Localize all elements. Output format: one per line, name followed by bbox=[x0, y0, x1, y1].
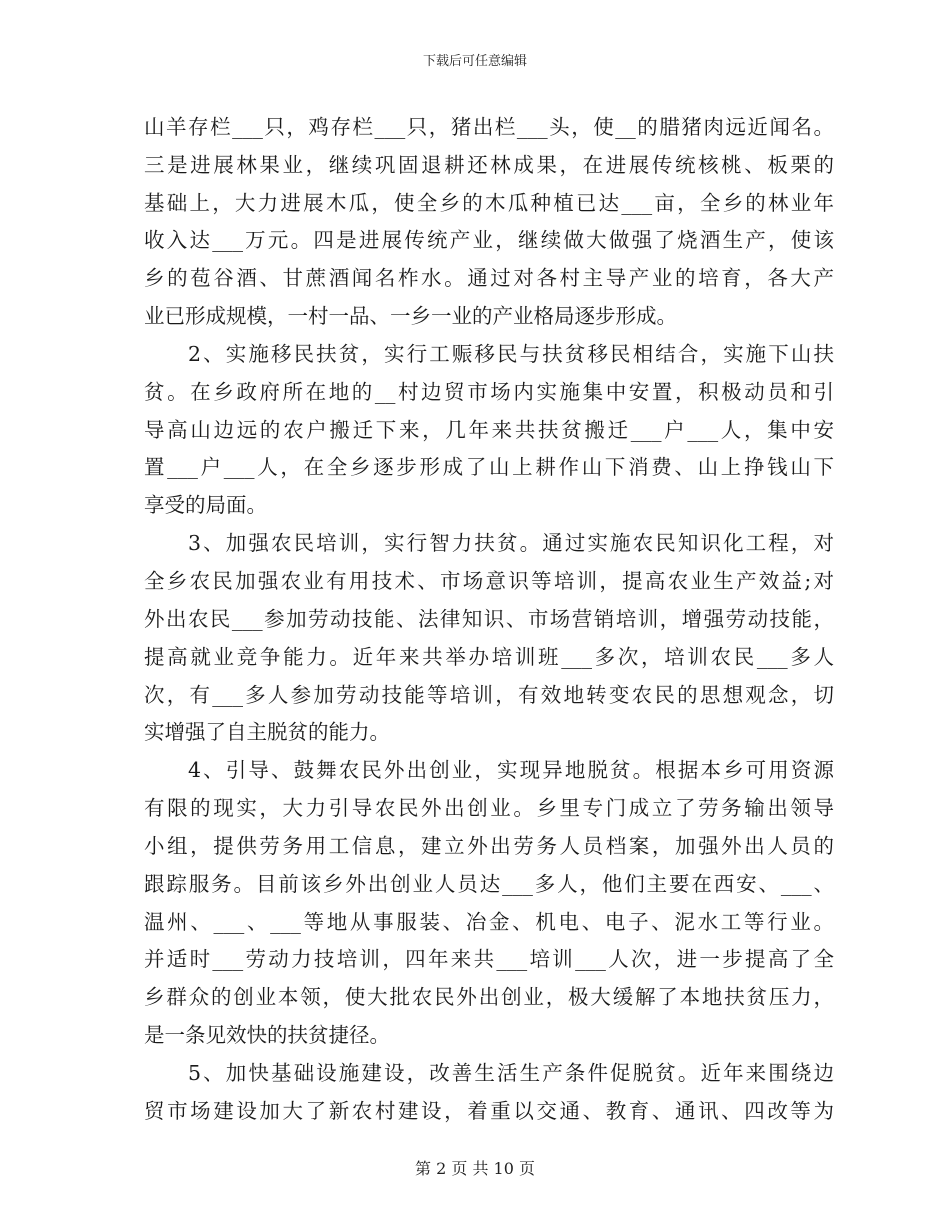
text-line: 置___户___人，在全乡逐步形成了山上耕作山下消费、山上挣钱山下 bbox=[144, 455, 834, 479]
text-line: 小组，提供劳务用工信息，建立外出劳务人员档案，加强外出人员的 bbox=[144, 834, 834, 858]
text-line: 次，有___多人参加劳动技能等培训，有效地转变农民的思想观念，切 bbox=[144, 683, 834, 707]
text-line: 全乡农民加强农业有用技术、市场意识等培训，提高农业生产效益;对 bbox=[144, 569, 834, 593]
paragraph-start-line: 5、加快基础设施建设，改善生活生产条件促脱贫。近年来围绕边 bbox=[188, 1061, 834, 1085]
page-header-note: 下载后可任意编辑 bbox=[422, 54, 527, 69]
text-line: 实增强了自主脱贫的能力。 bbox=[144, 720, 390, 744]
text-line: 提高就业竞争能力。近年来共举办培训班___多次，培训农民___多人 bbox=[144, 645, 834, 669]
paragraph-start-line: 2、实施移民扶贫，实行工赈移民与扶贫移民相结合，实施下山扶 bbox=[188, 342, 834, 366]
paragraph-start-line: 4、引导、鼓舞农民外出创业，实现异地脱贫。根据本乡可用资源 bbox=[188, 758, 834, 782]
text-line: 收入达___万元。四是进展传统产业，继续做大做强了烧酒生产，使该 bbox=[144, 228, 834, 252]
text-line: 并适时___劳动力技培训，四年来共___培训___人次，进一步提高了全 bbox=[144, 947, 834, 971]
text-line: 贸市场建设加大了新农村建设，着重以交通、教育、通讯、四改等为 bbox=[144, 1099, 834, 1123]
page-number-footer: 第 2 页 共 10 页 bbox=[415, 1159, 535, 1178]
text-line: 是一条见效快的扶贫捷径。 bbox=[144, 1023, 390, 1047]
paragraph-start-line: 3、加强农民培训，实行智力扶贫。通过实施农民知识化工程，对 bbox=[188, 531, 834, 555]
text-line: 导高山边远的农户搬迁下来，几年来共扶贫搬迁___户___人，集中安 bbox=[144, 418, 834, 442]
text-line: 业已形成规模，一村一品、一乡一业的产业格局逐步形成。 bbox=[144, 304, 677, 328]
text-line: 跟踪服务。目前该乡外出创业人员达___多人，他们主要在西安、___、 bbox=[144, 872, 834, 896]
text-line: 三是进展林果业，继续巩固退耕还林成果，在进展传统核桃、板栗的 bbox=[144, 153, 834, 177]
text-line: 外出农民___参加劳动技能、法律知识、市场营销培训，增强劳动技能， bbox=[144, 607, 834, 631]
text-line: 享受的局面。 bbox=[144, 493, 267, 517]
text-line: 山羊存栏___只，鸡存栏___只，猪出栏___头，使__的腊猪肉远近闻名。 bbox=[144, 115, 834, 139]
text-line: 乡的苞谷酒、甘蔗酒闻名柞水。通过对各村主导产业的培育，各大产 bbox=[144, 266, 834, 290]
text-line: 贫。在乡政府所在地的__村边贸市场内实施集中安置，积极动员和引 bbox=[144, 380, 834, 404]
text-line: 有限的现实，大力引导农民外出创业。乡里专门成立了劳务输出领导 bbox=[144, 796, 834, 820]
text-line: 温州、___、___等地从事服装、冶金、机电、电子、泥水工等行业。 bbox=[144, 910, 834, 934]
text-line: 基础上，大力进展木瓜，使全乡的木瓜种植已达___亩，全乡的林业年 bbox=[144, 191, 834, 215]
text-line: 乡群众的创业本领，使大批农民外出创业，极大缓解了本地扶贫压力， bbox=[144, 985, 834, 1009]
